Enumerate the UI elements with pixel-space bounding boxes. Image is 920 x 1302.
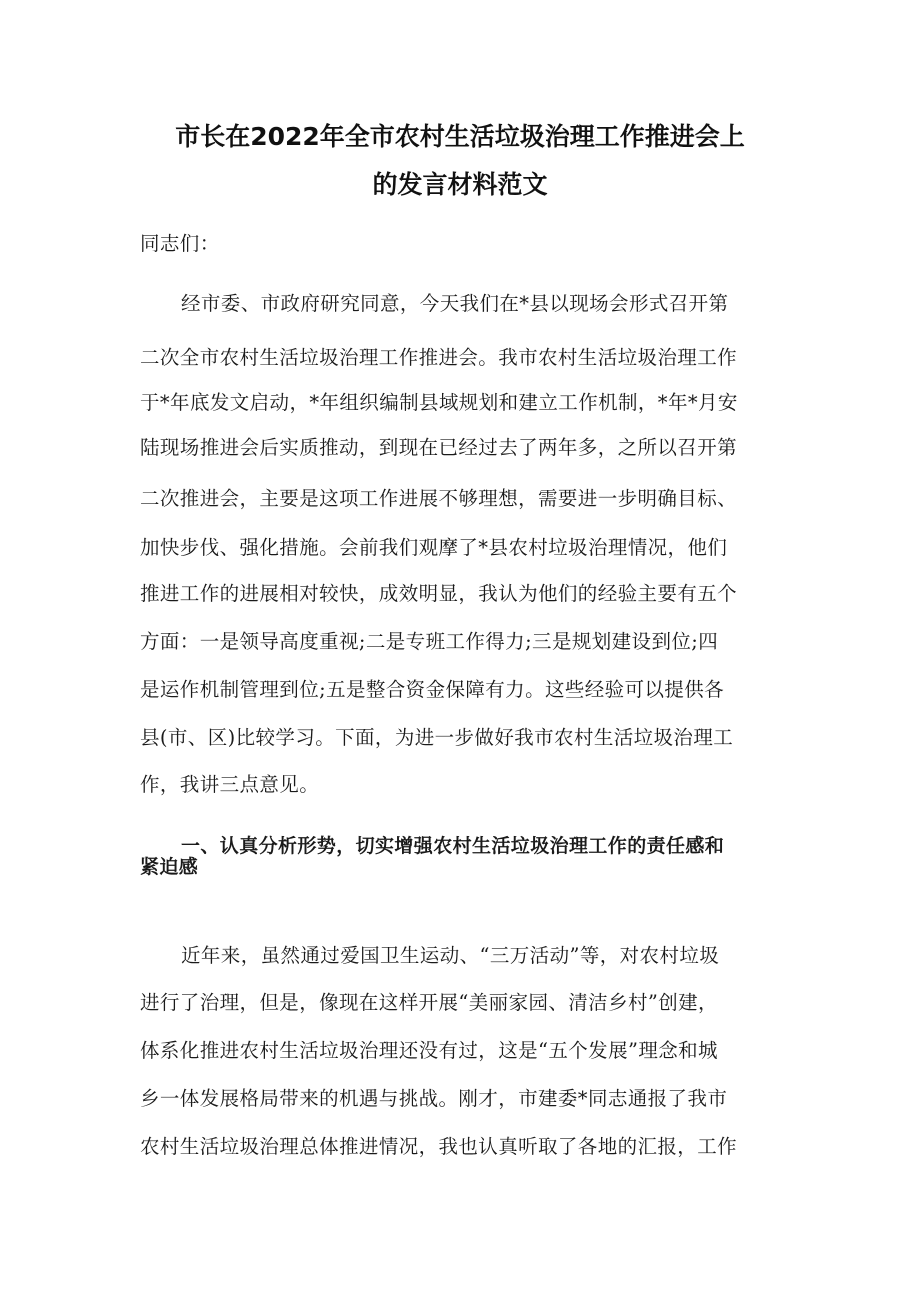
paragraph-line: 近年来，虽然通过爱国卫生运动、“三万活动”等，对农村垃圾 (181, 944, 720, 967)
paragraph-line: 推进工作的进展相对较快，成效明显，我认为他们的经验主要有五个 (140, 582, 738, 605)
paragraph-line: 农村生活垃圾治理总体推进情况，我也认真听取了各地的汇报，工作 (140, 1135, 738, 1158)
paragraph-line: 加快步伐、强化措施。会前我们观摩了*县农村垃圾治理情况，他们 (140, 536, 728, 559)
paragraph-line: 二次全市农村生活垃圾治理工作推进会。我市农村生活垃圾治理工作 (140, 346, 738, 369)
paragraph-line: 方面：一是领导高度重视;二是专班工作得力;三是规划建设到位;四 (140, 630, 719, 653)
paragraph-line: 进行了治理，但是，像现在这样开展“美丽家园、清洁乡村”创建， (140, 991, 718, 1014)
document-title-line-1: 市长在2022年全市农村生活垃圾治理工作推进会上 (175, 122, 745, 151)
paragraph-line: 于*年底发文启动，*年组织编制县域规划和建立工作机制，*年*月安 (140, 391, 738, 414)
paragraph-line: 是运作机制管理到位;五是整合资金保障有力。这些经验可以提供各 (140, 678, 725, 701)
paragraph-line: 陆现场推进会后实质推动，到现在已经过去了两年多，之所以召开第 (140, 436, 738, 459)
paragraph-line: 二次推进会，主要是这项工作进展不够理想，需要进一步明确目标、 (140, 487, 738, 510)
paragraph-line: 作，我讲三点意见。 (140, 773, 320, 796)
section-heading-line: 紧迫感 (140, 856, 199, 878)
paragraph-line: 乡一体发展格局带来的机遇与挑战。刚才，市建委*同志通报了我市 (140, 1087, 728, 1110)
paragraph-line: 县(市、区)比较学习。下面，为进一步做好我市农村生活垃圾治理工 (140, 726, 734, 749)
document-title-line-2: 的发言材料范文 (372, 170, 548, 199)
paragraph-line: 经市委、市政府研究同意，今天我们在*县以现场会形式召开第 (181, 292, 729, 315)
section-heading-line: 一、认真分析形势，切实增强农村生活垃圾治理工作的责任感和 (181, 835, 725, 857)
paragraph-line: 体系化推进农村生活垃圾治理还没有过，这是“五个发展”理念和城 (140, 1039, 718, 1062)
salutation: 同志们： (140, 232, 220, 255)
